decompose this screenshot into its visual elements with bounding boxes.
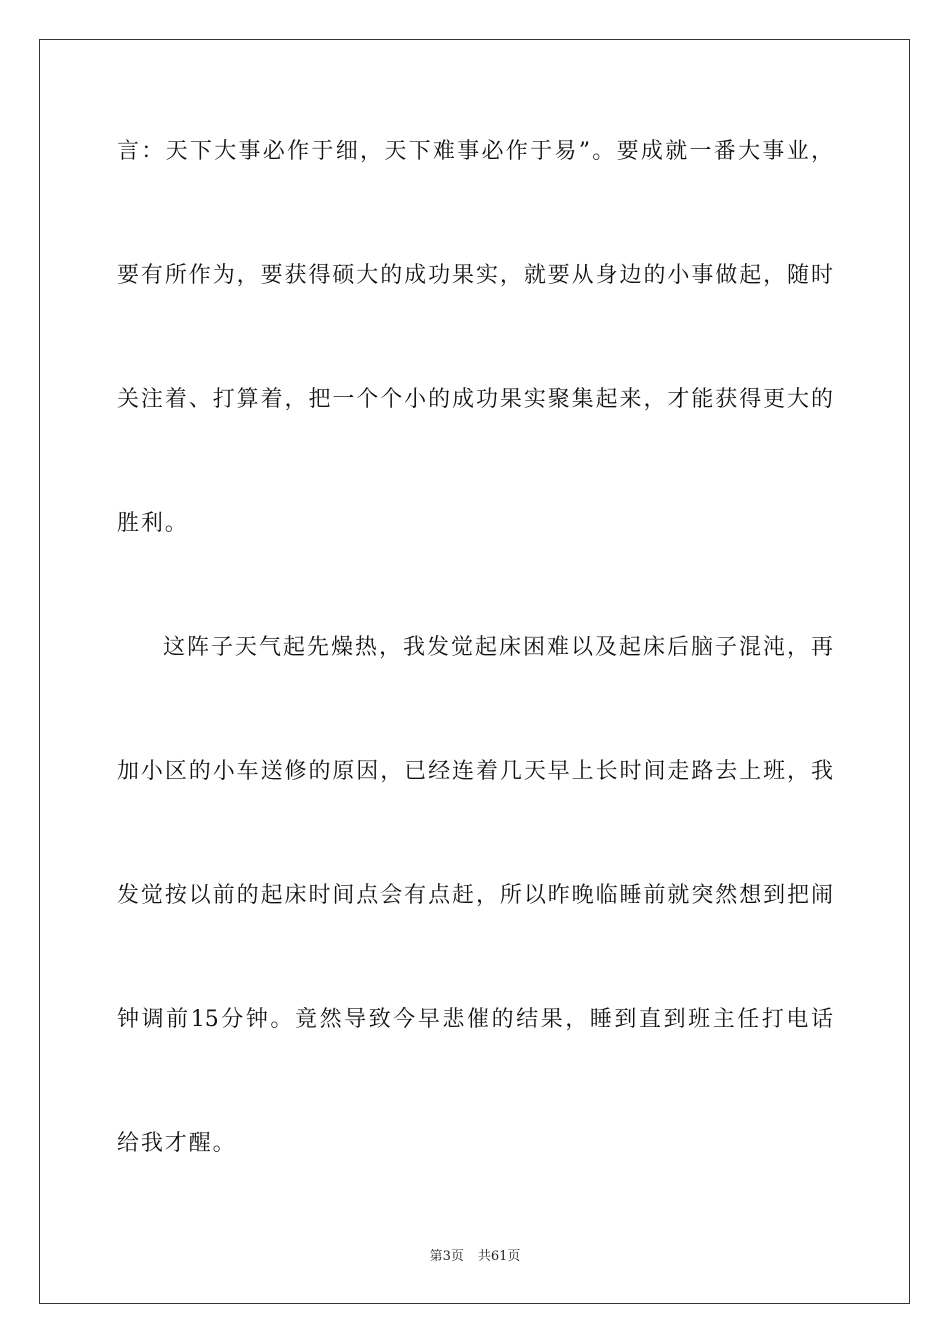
- page-border: [39, 39, 910, 1304]
- page-number: 第3页: [429, 1249, 464, 1264]
- text-line: 加小区的小车送修的原因，已经连着几天早上长时间走路去上班，我: [117, 759, 833, 784]
- paragraph-first-line: 这阵子天气起先燥热，我发觉起床困难以及起床后脑子混沌，再: [163, 635, 833, 660]
- text-line: 发觉按以前的起床时间点会有点赶，所以昨晚临睡前就突然想到把闹: [117, 883, 833, 908]
- text-line: 胜利。: [117, 511, 189, 536]
- page-footer: [0, 1248, 950, 1266]
- text-line: 言：天下大事必作于细，天下难事必作于易”。要成就一番大事业，: [117, 139, 833, 164]
- text-line: 关注着、打算着，把一个个小的成功果实聚集起来，才能获得更大的: [117, 387, 833, 412]
- page-total: 共61页: [477, 1249, 521, 1264]
- text-line: 钟调前15分钟。竟然导致今早悲催的结果，睡到直到班主任打电话: [117, 1007, 833, 1032]
- text-line: 给我才醒。: [117, 1131, 237, 1156]
- text-line: 要有所作为，要获得硕大的成功果实，就要从身边的小事做起，随时: [117, 263, 833, 288]
